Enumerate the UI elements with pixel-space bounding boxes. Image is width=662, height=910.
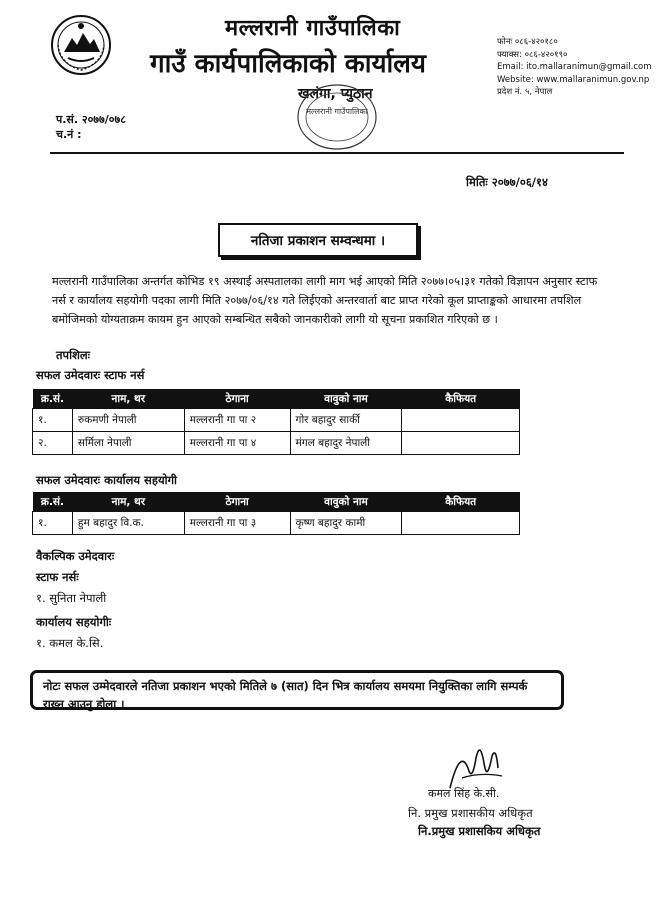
staff-nurse-section-title: सफल उमेदवारः स्टाफ नर्स bbox=[36, 368, 145, 382]
letter-date: मितिः २०७७/०६/१४ bbox=[466, 175, 548, 189]
cell-remarks bbox=[402, 409, 520, 432]
signatory-name: कमल सिंह के.सी. bbox=[428, 787, 500, 800]
column-header-sn: क्र.सं. bbox=[33, 492, 73, 512]
table-header-row bbox=[33, 389, 520, 409]
cell-sn: १. bbox=[33, 512, 73, 535]
column-header-remarks: कैफियत bbox=[402, 389, 520, 409]
cell-father-name: मंगल बहादुर नेपाली bbox=[290, 432, 402, 455]
table-row bbox=[33, 512, 520, 535]
note-box bbox=[30, 670, 564, 710]
cell-father-name: गोर बहादुर सार्की bbox=[290, 409, 402, 432]
contact-block bbox=[497, 36, 652, 99]
subject-text: नतिजा प्रकाशन सम्वन्धमा । bbox=[250, 233, 386, 249]
cell-remarks bbox=[402, 432, 520, 455]
cell-sn: १. bbox=[33, 409, 73, 432]
stamp-text: मल्लरानी गाउँपालिका bbox=[306, 107, 368, 116]
alternate-nurse-label: स्टाफ नर्सः bbox=[36, 570, 79, 584]
cell-name: सर्मिला नेपाली bbox=[72, 432, 184, 455]
cell-father-name: कृष्ण बहादुर कामी bbox=[290, 512, 402, 535]
nepal-emblem-logo bbox=[50, 14, 112, 76]
office-helper-table bbox=[32, 492, 520, 535]
column-header-sn: क्र.सं. bbox=[33, 389, 73, 409]
column-header-father-name: वावुको नाम bbox=[290, 389, 402, 409]
column-header-name: नाम, थर bbox=[72, 389, 184, 409]
column-header-address: ठेगाना bbox=[184, 492, 290, 512]
office-place: खलंगा, प्युठान bbox=[298, 86, 373, 102]
website-link[interactable]: Website: www.mallaranimun.gov.np bbox=[497, 74, 650, 85]
alternates-title: वैकल्पिक उमेदवारः bbox=[36, 549, 115, 563]
office-title: गाउँ कार्यपालिकाको कार्यालय bbox=[150, 49, 426, 79]
fax-number: फ्याक्स: ०८६-४२०१९० bbox=[497, 49, 568, 60]
alternate-helper-label: कार्यालय सहयोगीः bbox=[36, 615, 112, 629]
office-stamp bbox=[296, 82, 378, 152]
email-address[interactable]: Email: ito.mallaranimun@gmail.com bbox=[497, 62, 652, 72]
alternate-nurse-item: १. सुनिता नेपाली bbox=[36, 591, 107, 605]
column-header-name: नाम, थर bbox=[72, 492, 184, 512]
note-text: नोटः सफल उम्मेदवारले नतिजा प्रकाशन भएको मितिले ७ (सात) दिन भित्र कार्यालय समयमा नियुक्तिका लागि सम्पर्क राख्न आउनु होला । bbox=[43, 679, 528, 711]
municipality-name: मल्लरानी गाउँपालिका bbox=[225, 16, 401, 41]
cell-sn: २. bbox=[33, 432, 73, 455]
cell-address: मल्लरानी गा पा २ bbox=[184, 409, 290, 432]
header-divider bbox=[50, 152, 624, 154]
tapasil-label: तपशिलः bbox=[56, 348, 91, 362]
table-header-row bbox=[33, 492, 520, 512]
office-helper-section-title: सफल उमेदवारः कार्यालय सहयोगी bbox=[36, 473, 178, 487]
staff-nurse-table bbox=[32, 389, 520, 455]
cell-name: रुकमणी नेपाली bbox=[72, 409, 184, 432]
phone-number: फोनः ०८६-४२०१८० bbox=[497, 37, 558, 47]
cell-address: मल्लरानी गा पा ३ bbox=[184, 512, 290, 535]
cell-address: मल्लरानी गा पा ४ bbox=[184, 432, 290, 455]
subject-box bbox=[218, 223, 418, 257]
table-row bbox=[33, 409, 520, 432]
signatory-title-stamp: नि.प्रमुख प्रशासकिय अधिकृत bbox=[418, 824, 541, 838]
signatory-title: नि. प्रमुख प्रशासकीय अधिकृत bbox=[408, 806, 533, 820]
column-header-address: ठेगाना bbox=[184, 389, 290, 409]
cell-name: हुम बहादुर वि.क. bbox=[72, 512, 184, 535]
body-paragraph: मल्लरानी गाउँपालिका अन्तर्गत कोभिड १९ अस्थाई अस्पतालका लागी माग भई आएको मिति २०७७।०५।३१ गतेको विज्ञापन अनुसार स्टाफ नर्स र कार्यालय सहयोगी पदका लागी मिति २०७७/०६/१४ गते लिईएको अन्तरवार्ता बाट प्राप्त गरेको कूल प्राप्ताङ्कको आधारमा तपशिल बमोजिमको योग्यताक्रम कायम हुन आएको सम्बन्धित सबैको जानकारीको लागी यो सूचना प्रकाशित गरिएको छ । bbox=[52, 275, 598, 326]
table-row bbox=[33, 432, 520, 455]
reference-number: प.सं. २०७७/०७८ bbox=[56, 113, 126, 126]
dispatch-number: च.नं : bbox=[56, 128, 82, 141]
alternate-helper-item: १. कमल के.सि. bbox=[36, 636, 104, 650]
column-header-remarks: कैफियत bbox=[402, 492, 520, 512]
cell-remarks bbox=[402, 512, 520, 535]
column-header-father-name: वावुको नाम bbox=[290, 492, 402, 512]
province-label: प्रदेश नं. ५, नेपाल bbox=[497, 87, 553, 97]
